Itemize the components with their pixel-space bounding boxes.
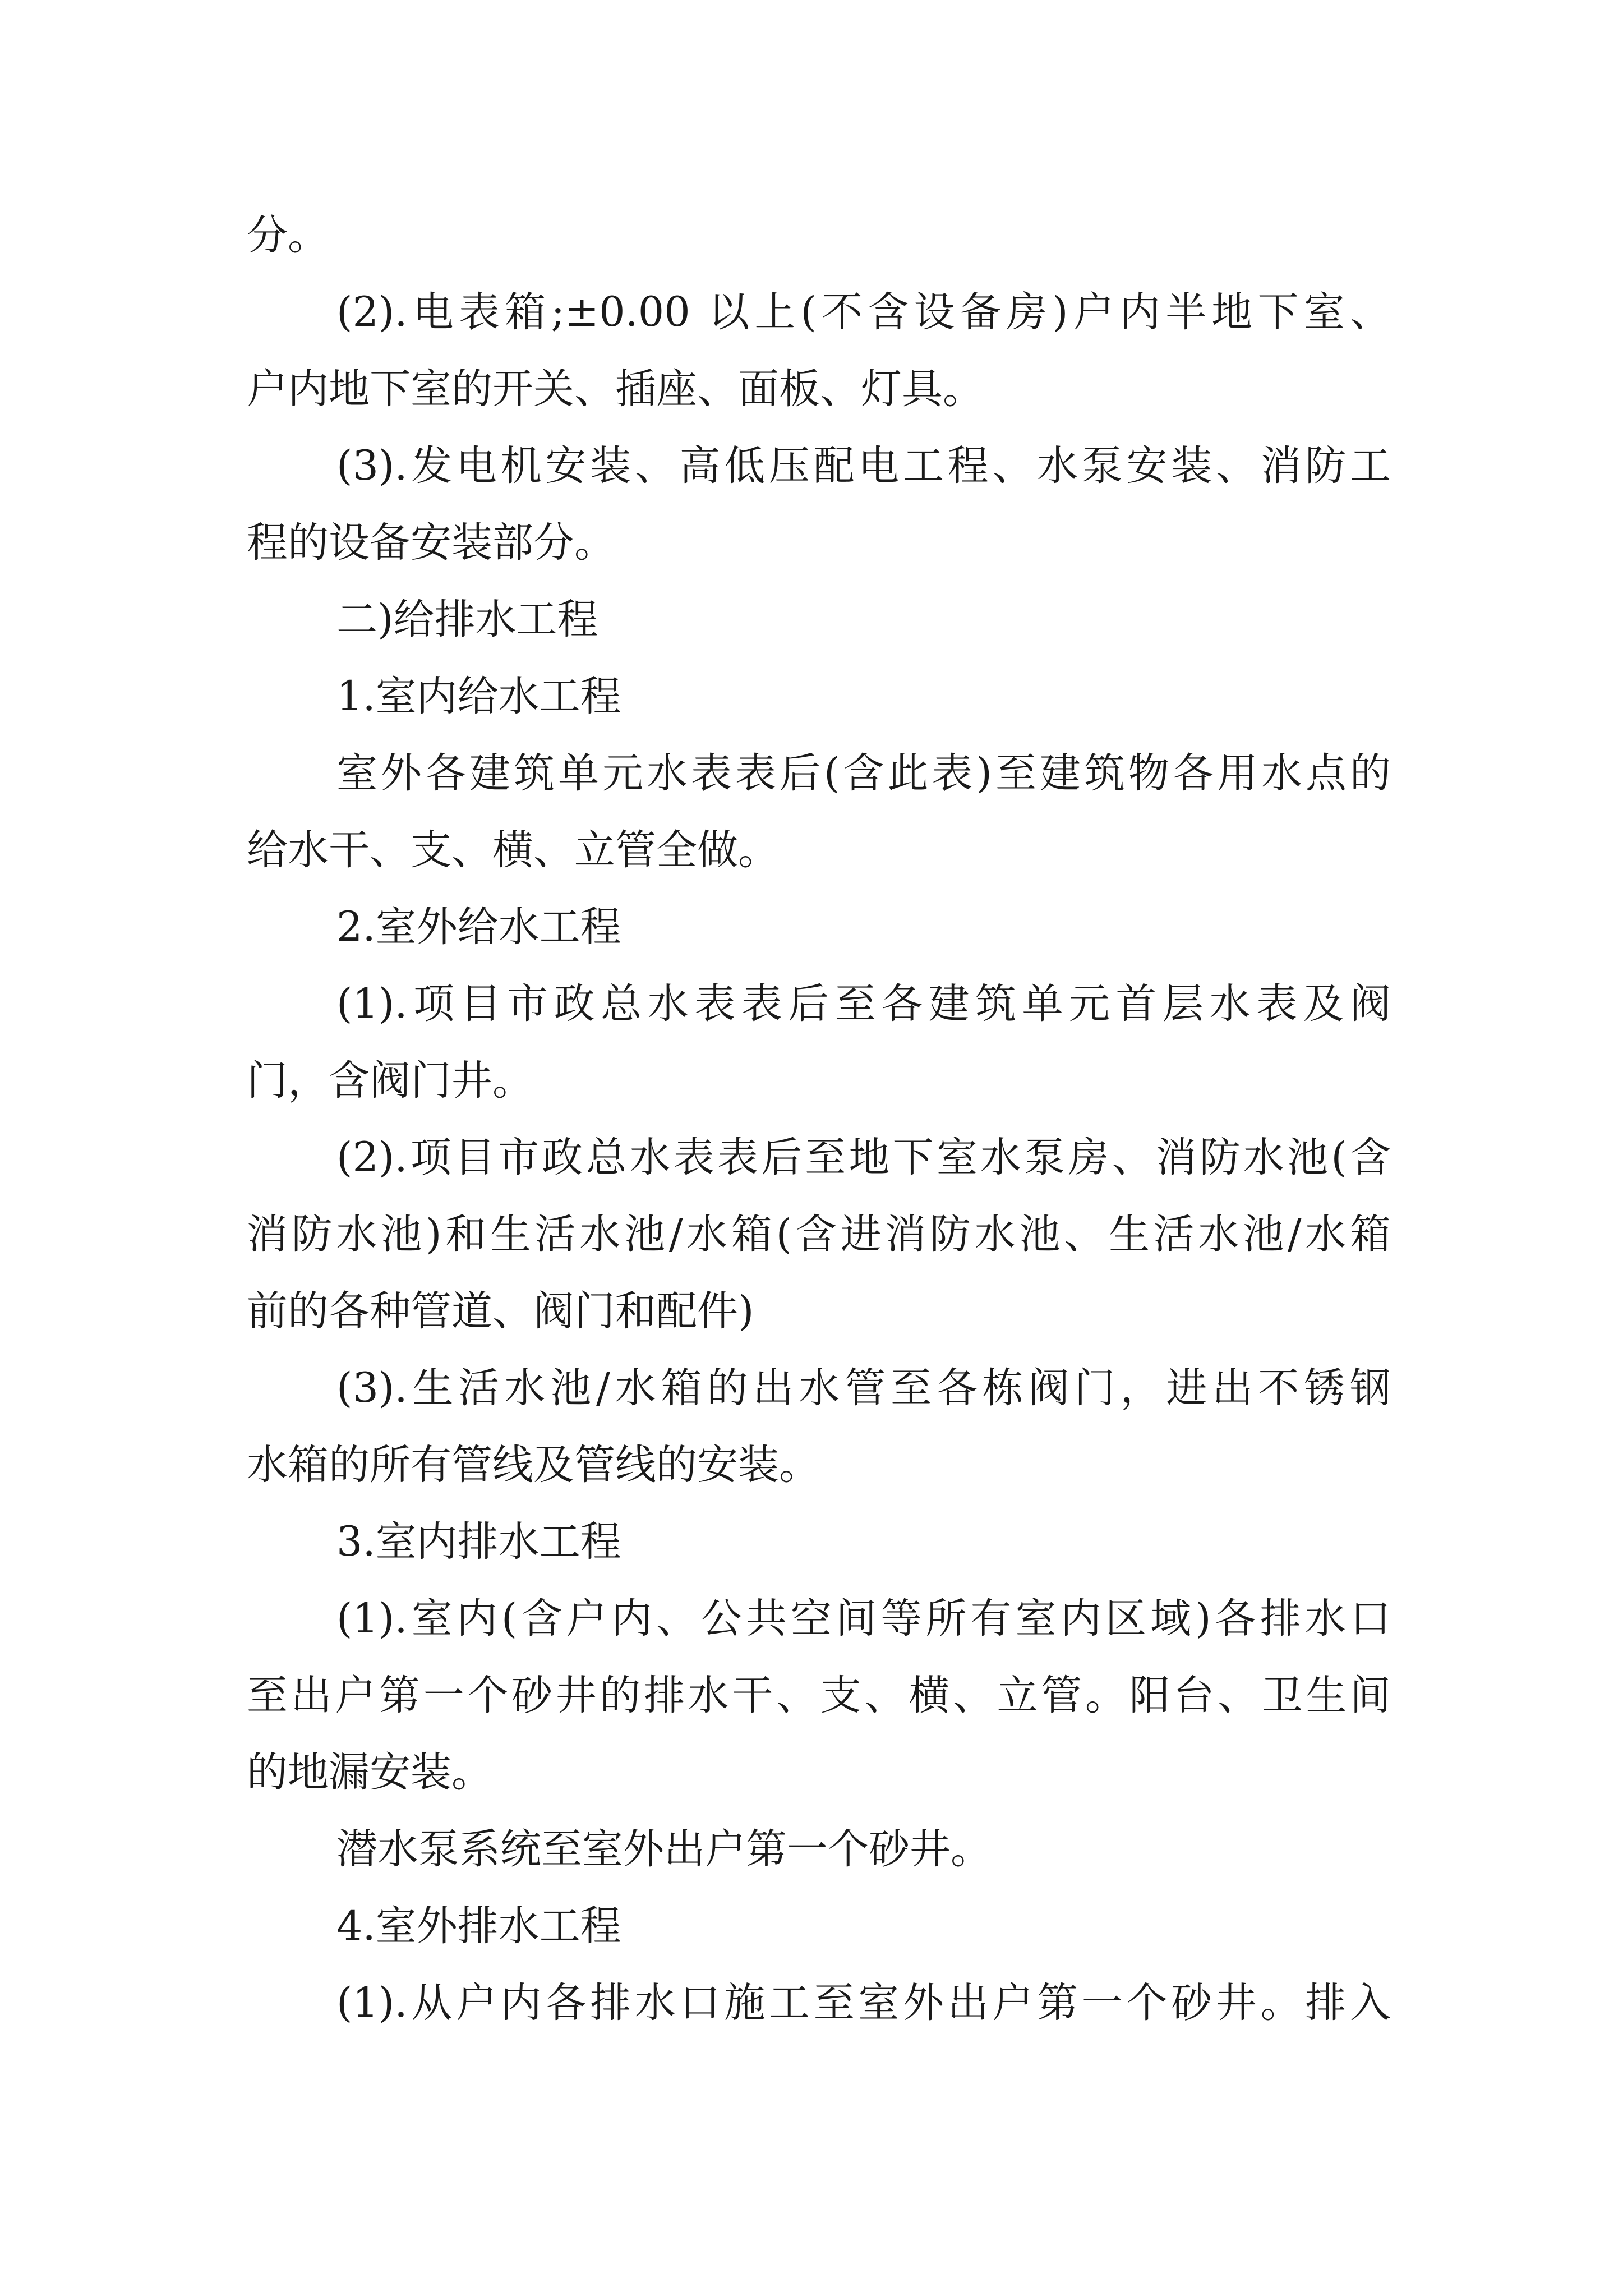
subsection-heading: 4.室外排水工程 <box>336 1902 621 1950</box>
text-line: (2).项目市政总水表表后至地下室水泵房、消防水池(含 <box>336 1134 1391 1181</box>
subsection-heading: 3.室内排水工程 <box>336 1518 621 1566</box>
section-heading: 二)给排水工程 <box>336 596 598 643</box>
text-line: (2).电表箱;±0.00 以上(不含设备房)户内半地下室、 <box>336 288 1391 336</box>
subsection-heading: 1.室内给水工程 <box>336 673 621 720</box>
subsection-heading: 2.室外给水工程 <box>336 903 621 951</box>
text-line: 给水干、支、横、立管全做。 <box>247 826 779 874</box>
text-line: 消防水池)和生活水池/水箱(含进消防水池、生活水池/水箱 <box>247 1211 1391 1258</box>
text-line: 室外各建筑单元水表表后(含此表)至建筑物各用水点的 <box>336 749 1391 797</box>
text-line: (1).从户内各排水口施工至室外出户第一个砂井。排入 <box>336 1979 1391 2027</box>
text-line: 前的各种管道、阀门和配件) <box>247 1287 754 1335</box>
text-line: (1).项目市政总水表表后至各建筑单元首层水表及阀 <box>336 980 1391 1028</box>
text-line: 的地漏安装。 <box>247 1749 492 1796</box>
text-line: (3).发电机安装、高低压配电工程、水泵安装、消防工 <box>336 442 1391 490</box>
text-line: 水箱的所有管线及管线的安装。 <box>247 1441 820 1489</box>
text-line: 门，含阀门井。 <box>247 1057 533 1105</box>
text-line: 至出户第一个砂井的排水干、支、横、立管。阳台、卫生间 <box>247 1672 1391 1719</box>
text-line: 程的设备安装部分。 <box>247 519 615 567</box>
text-line: 潜水泵系统至室外出户第一个砂井。 <box>336 1825 992 1873</box>
text-line: (1).室内(含户内、公共空间等所有室内区域)各排水口 <box>336 1595 1391 1642</box>
text-line: 分。 <box>247 211 329 259</box>
text-line: (3).生活水池/水箱的出水管至各栋阀门，进出不锈钢 <box>336 1364 1391 1412</box>
text-line: 户内地下室的开关、插座、面板、灯具。 <box>247 365 984 413</box>
